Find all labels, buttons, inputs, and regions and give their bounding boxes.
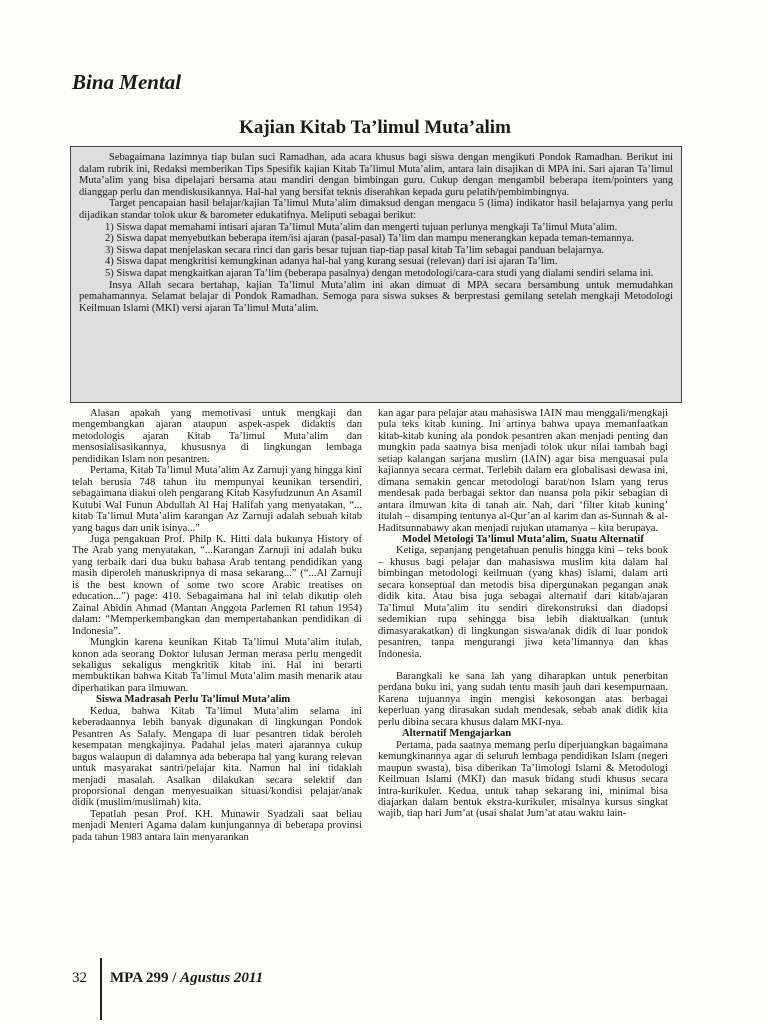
page-number: 32 <box>72 970 87 986</box>
footer-divider <box>100 958 102 1020</box>
issue-label: MPA 299 / Agustus 2011 <box>110 970 264 986</box>
issue-date: Agustus 2011 <box>180 970 264 986</box>
indicator-item: 4) Siswa dapat mengkritisi kemungkinan adanya hal-hal yang kurang sesuai (relevan) dari isi ajaran Ta’lim. <box>105 256 558 268</box>
subheading: Siswa Madrasah Perlu Ta’limul Muta’alim <box>96 694 291 706</box>
body-paragraph: Pertama, Kitab Ta’limul Muta’alim Az Zarnuji yang hingga kini telah berusia 748 tahun itu mempunyai keunikan tersendiri, sebagaimana diakui oleh pengarang Kitab Kasyfudzunun An Asamil Kutubi Wal Funun Abdullah Al Haj Halifah yang menyatakan, “... kitab Ta’limul Muta’alim karangan Az Zarnuji adalah sebuah kitab yang bagus dan unik isinya...” <box>72 465 362 534</box>
body-paragraph: Tepatlah pesan Prof. KH. Munawir Syadzali saat beliau menjadi Menteri Agama dalam kunjungannya di beberapa provinsi pada tahun 1983 antara lain menyarankan <box>72 808 362 843</box>
indicator-item: 2) Siswa dapat menyebutkan beberapa item/isi ajaran (pasal-pasal) Ta’lim dan mampu menerangkan kepada teman-temannya. <box>105 233 635 245</box>
intro-paragraph: Sebagaimana lazimnya tiap bulan suci Ramadhan, ada acara khusus bagi siswa dengan mengikuti Pondok Ramadhan. Berikut ini dalam rubrik ini, Redaksi memberikan Tips Spesifik kajian Kitab Ta’limul Muta’alim, antara lain disajikan di MPA ini. Sari ajaran Ta’limul Muta’alim yang bisa dipelajari bersama atau mandiri dengan bimbingan guru. Cukup dengan mengambil beberapa item/pointers yang dianggap perlu dan mendiskusikannya. Hal-hal yang bersifat teknis diserahkan kepada guru pelatih/pembimbingnya. <box>79 152 673 198</box>
right-column <box>378 408 668 952</box>
indicator-item: 3) Siswa dapat menjelaskan secara rinci dan garis besar tujuan tiap-tiap pasal kitab Ta’lim sebagai panduan belajarnya. <box>105 244 605 256</box>
article-title: Kajian Kitab Ta’limul Muta’alim <box>239 117 511 138</box>
indicator-item: 5) Siswa dapat mengkaitkan ajaran Ta’lim (beberapa pasalnya) dengan metodologi/cara-cara studi yang dialami sendiri selama ini. <box>105 267 654 279</box>
body-paragraph: Ketiga, sepanjang pengetahuan penulis hingga kini – teks book – khusus bagi pelajar dan mahasiswa muslim kita dalam hal bimbingan metodologi keilmuan (yang khas) islami, dalam arti secara konseptual dan metodis bisa dipergunakan pegangan anak didik kita. Atau bisa juga sebagai alternatif dari kitab/ajaran Ta’limul Muta’alim itu sendiri direkonstruksi dan diadopsi sedemikian rupa sehingga bisa lebih diaktualkan (untuk dimasyarakatkan) di lingkungan siswa/anak didik di luar pondok pesantren, tanpa mengurangi jiwa keta’limannya dan khas Indonesia. <box>378 545 668 660</box>
magazine-issue: MPA 299 <box>110 970 169 986</box>
body-paragraph: Barangkali ke sana lah yang diharapkan untuk penerbitan perdana buku ini, yang sudah tentu masih jauh dari kesempurnaan. Karena tujuannya ingin mengisi kekosongan atas berbagai keperluan yang dirasakan sudah mendesak, sebab anak didik kita perlu dibina secara khusus dalam MKI-nya. <box>378 670 668 728</box>
intro-paragraph: Insya Allah secara bertahap, kajian Ta’limul Muta’alim ini akan dimuat di MPA secara bersambung untuk memudahkan pemahamannya. Selamat belajar di Pondok Ramadhan. Semoga para siswa sukses & berprestasi gemilang setelah mengkaji Metodologi Keilmuan Islami (MKI) versi ajaran Ta’limul Muta’alim. <box>79 279 673 314</box>
page-footer <box>72 966 372 990</box>
intro-paragraph: Target pencapaian hasil belajar/kajian Ta’limul Muta’alim dimaksud dengan mengacu 5 (lima) indikator hasil belajarnya yang perlu dijadikan standar tolok ukur & barometer edukatifnya. Meliputi sebagai berikut: <box>79 198 673 221</box>
body-paragraph: Kedua, bahwa Kitab Ta’limul Muta’alim selama ini keberadaannya lebih banyak digunakan di lingkungan Pondok Pesantren As Salafy. Mengapa di luar pesantren tidak beroleh kesempatan mengkajinya. Padahal jelas materi ajarannya cukup bagus walaupun di dalamnya ada beberapa hal yang kurang relevan untuk masyarakat santri/pelajar kita. Namun hal ini tidaklah menjadi masalah. Asalkan dilakukan secara selektif dan proporsional dengan menyesuaikan situasi/kondisi pelajar/anak didik (muslim/muslimah) kita. <box>72 705 362 809</box>
body-paragraph: Juga pengakuan Prof. Philp K. Hitti dala bukunya History of The Arab yang menyatakan, “...Karangan Zarnuji ini adalah buku yang terbaik dari dua buku bahasa Arab tentang pendidikan yang masih diperoleh manuskripnya di masa sekarang...” (“...Al Zarnuji is the best known of some two score Arabic treatises on education...”) page: 410. Sebagaimana hal ini telah dikutip oleh Zainal Abidin Ahmad (Mantan Anggota Parlemen RI tahun 1954) dalam: “Memperkembangkan dan mempertahankan pendidikan di Indonesia”. <box>72 533 362 637</box>
section-title: Bina Mental <box>72 70 182 94</box>
body-paragraph: Mungkin karena keunikan Kitab Ta’limul Muta’alim itulah, konon ada seorang Doktor lulusan Jerman merasa perlu mengedit sekaligus sekaligus mengkritik kitab ini. Hal ini berarti membuktikan bahwa Kitab Ta’limul Muta’alim masih menarik atau diperhatikan para ilmuwan. <box>72 637 362 694</box>
body-paragraph: kan agar para pelajar atau mahasiswa IAIN mau menggali/mengkaji pula teks kitab kuning. Ini artinya bahwa upaya memanfaatkan kitab-kitab kuning ala pondok pesantren akan menjadi penting dan mungkin pada saatnya bisa menjadi tolok ukur nilai tambah bagi setiap kalangan sarjana muslim (IAIN) agar bisa menguasai pula kajiannya secara cermat. Terlebih dalam era globalisasi dewasa ini, dimana semakin gencar metodologi barat/non Islam yang terus mendesak pada berbagai sektor dan nuansa pola pikir sebagian di antara ilmuwan kita di tanah air. Nah, dari ‘filter kitab kuning’ itulah – disamping tentunya al-Qur’an al karim dan as-Sunnah & al-Haditsunnabawy akan menjadi rujukan utamanya – kita berupaya. <box>378 408 668 534</box>
body-paragraph: Pertama, pada saatnya memang perlu diperjuangkan bagaimana kemungkinannya agar di seluruh lembaga pendidikan Islam (negeri maupun swasta), bisa diberikan Ta’limologi Islami & Metodologi Keilmuan Islami (MKI) dan masuk bidang studi khusus secara intra-kurikuler. Kedua, untuk tahap sekarang ini, minimal bisa diajarkan dalam bentuk ekstra-kurikuler, misalnya kursus singkat wajib, tiap hari Jum’at (usai shalat Jum’at atau waktu lain- <box>378 739 668 820</box>
subheading: Alternatif Mengajarkan <box>402 728 512 740</box>
indicator-item: 1) Siswa dapat memahami intisari ajaran Ta’limul Muta’alim dan mengerti tujuan perlunya mengkaji Ta’limul Muta’alim. <box>105 221 618 233</box>
left-column <box>72 408 362 952</box>
intro-box <box>70 146 682 403</box>
body-paragraph: Alasan apakah yang memotivasi untuk mengkaji dan mengembangkan ajaran ataupun aspek-aspek didaktis dan metodologis ajaran Kitab Ta’limul Muta’alim dan mensosialisasikannya, khususnya di lingkungan lembaga pendidikan Islam non pesantren. <box>72 408 362 465</box>
subheading: Model Metologi Ta’limul Muta’alim, Suatu Alternatif <box>402 533 644 545</box>
